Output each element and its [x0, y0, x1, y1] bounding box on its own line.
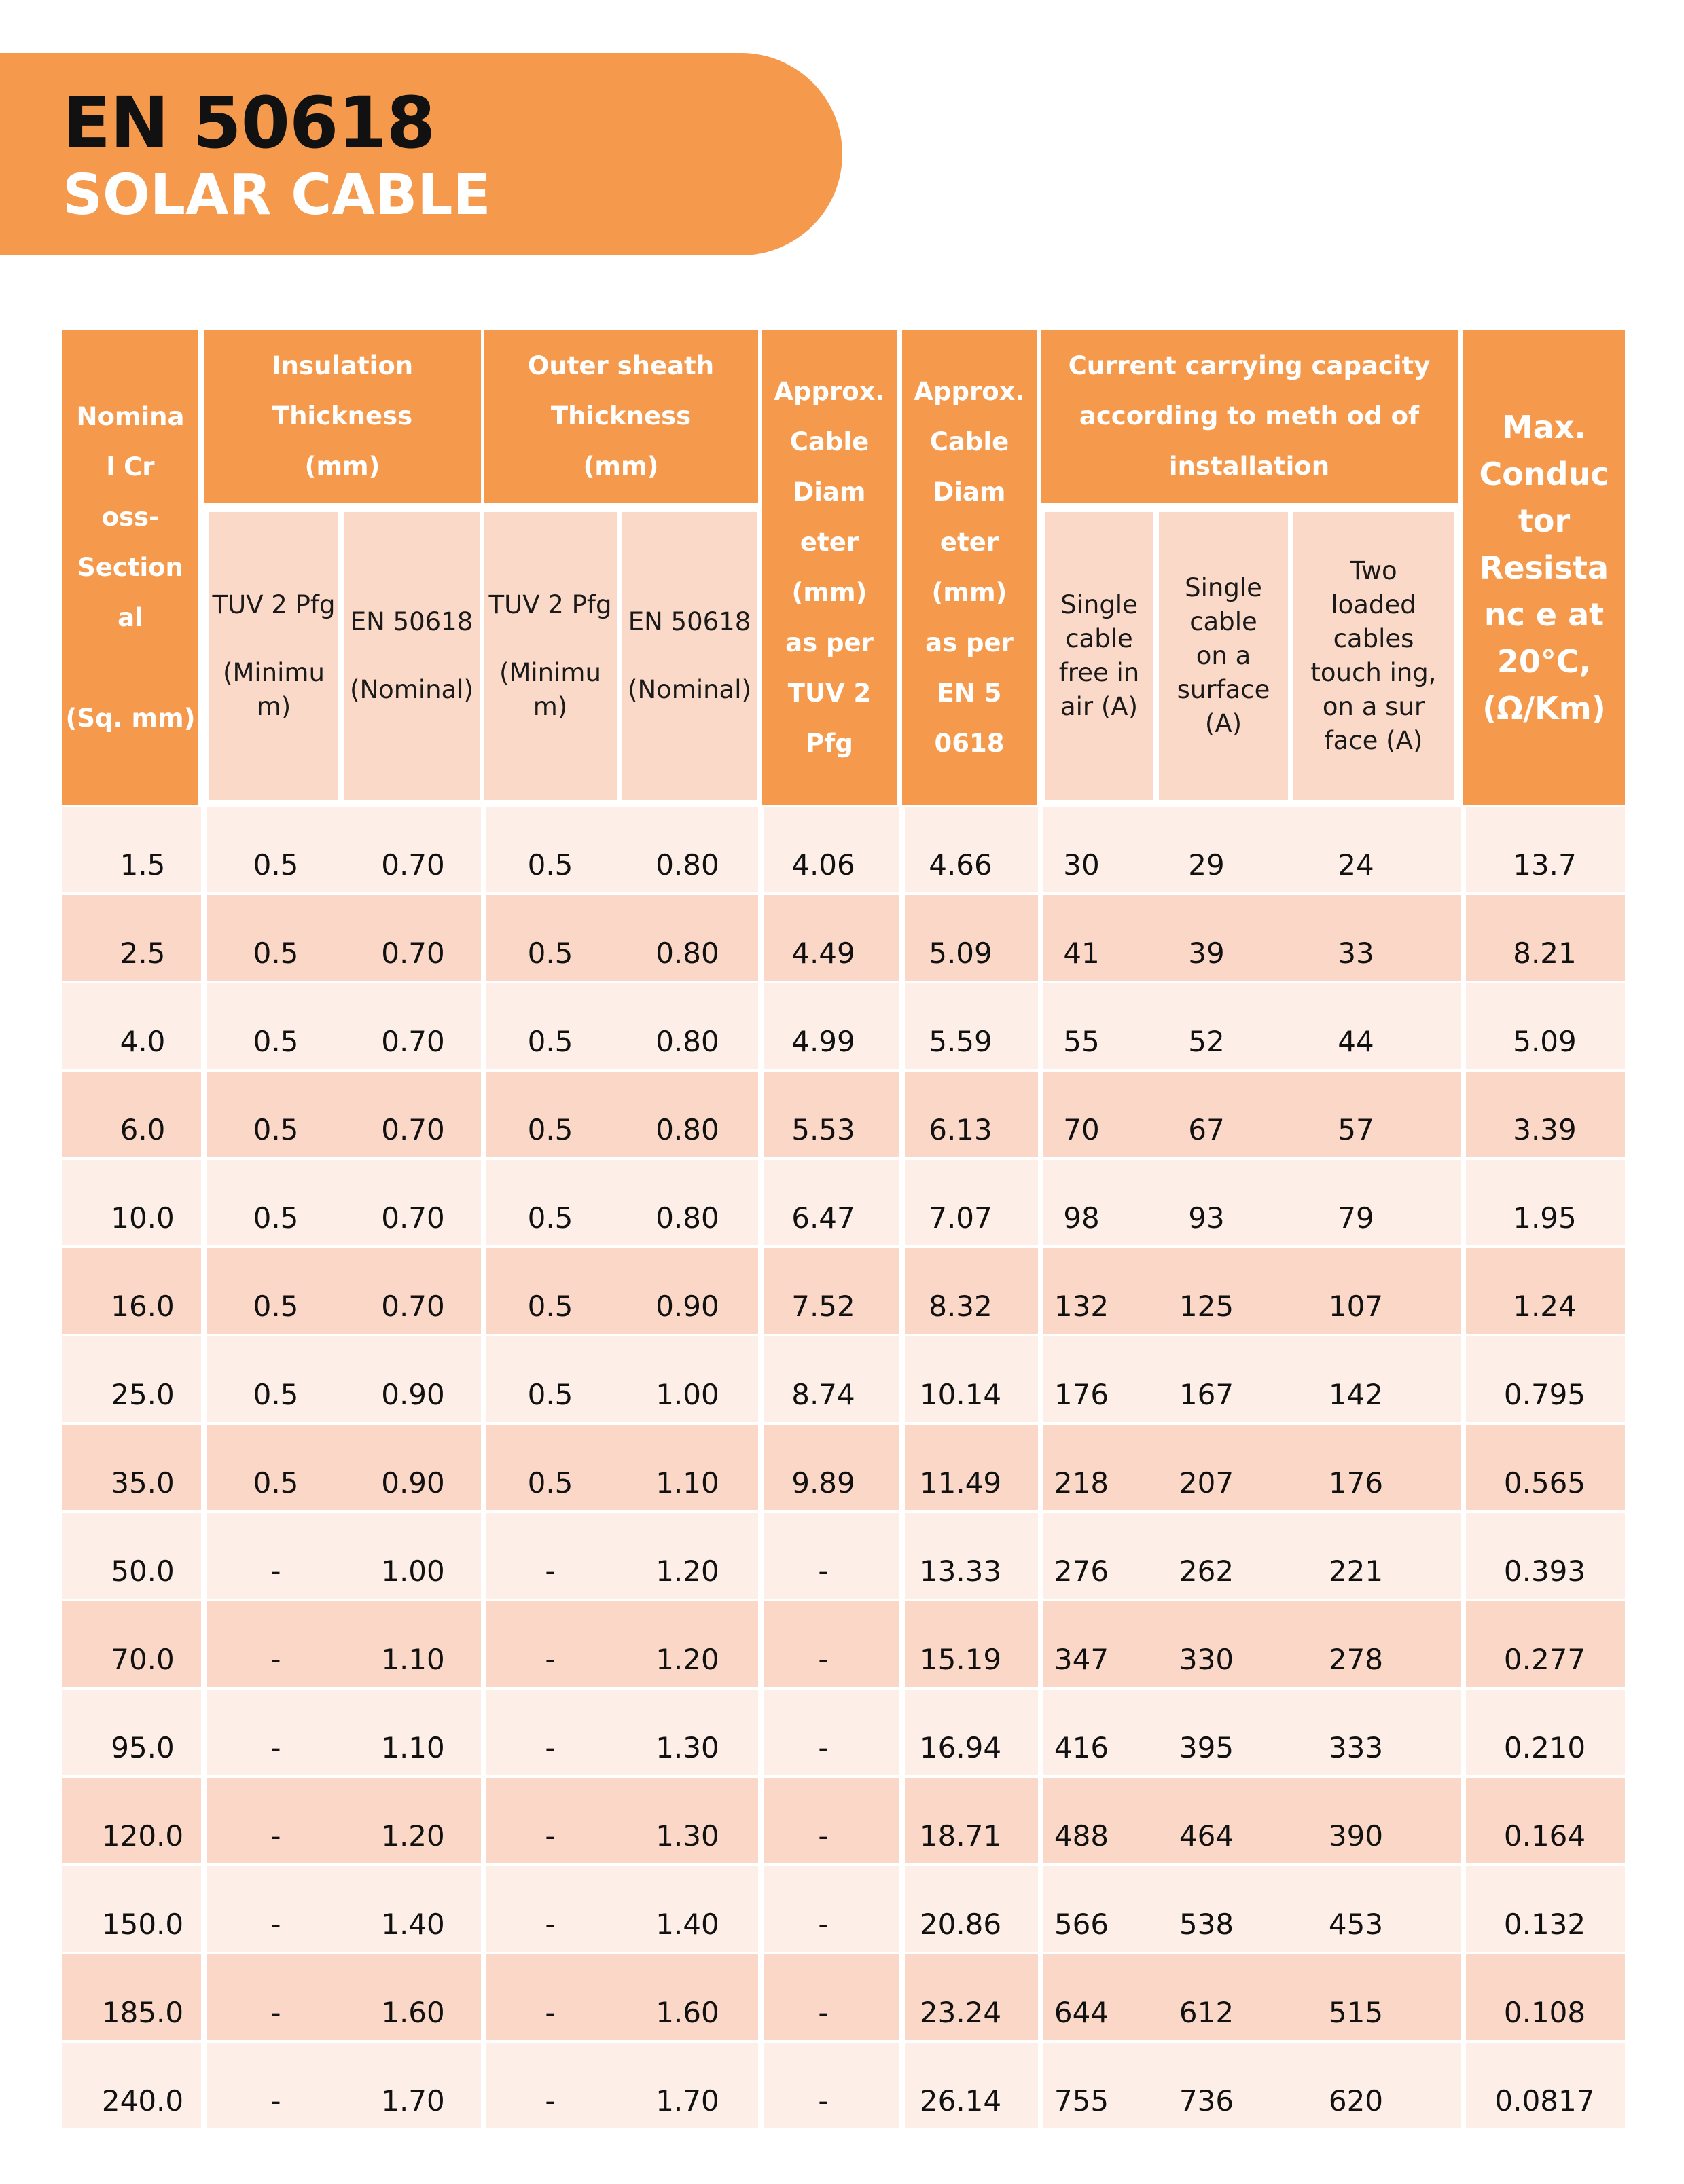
cell-insulation-en-nom: 0.70 — [381, 1201, 445, 1235]
table-row — [62, 983, 1625, 1069]
table-row — [62, 1601, 1625, 1687]
subheader-single-cable-air — [1045, 512, 1153, 800]
header-insulation-thickness-line: Insulation Thickness — [271, 351, 414, 431]
subheader-two-loaded-cables — [1293, 512, 1454, 800]
subheader-insulation-en-nom-line: (Nominal) — [350, 675, 473, 704]
cell-diameter-tuv: 4.06 — [791, 848, 855, 881]
cell-insulation-tuv-min: - — [270, 1908, 281, 1941]
cell-cross-section: 70.0 — [111, 1643, 175, 1676]
cell-cross-section: 1.5 — [120, 848, 166, 881]
table-row — [62, 807, 1625, 892]
subheader-outer-tuv-min-line — [489, 622, 612, 656]
header-max-resistance-line: tor — [1518, 502, 1571, 539]
cell-diameter-tuv: 5.53 — [791, 1113, 855, 1146]
header-max-resistance-line: Resista — [1479, 549, 1609, 586]
cell-insulation-en-nom: 1.60 — [381, 1996, 445, 2029]
cell-outer-en-nom: 1.30 — [656, 1731, 719, 1764]
cell-insulation-en-nom: 0.70 — [381, 1113, 445, 1146]
header-nominal-cross-section-line: Section — [77, 553, 183, 582]
cell-outer-tuv-min: - — [545, 1819, 556, 1853]
subheader-insulation-tuv-min-line: (Minimu — [223, 658, 325, 687]
column-divider — [1461, 1601, 1466, 1687]
cell-outer-tuv-min: 0.5 — [527, 1113, 573, 1146]
column-divider — [1461, 1690, 1466, 1775]
cell-diameter-en: 18.71 — [919, 1819, 1002, 1853]
header-outer-sheath-thickness — [484, 330, 758, 503]
cell-outer-en-nom: 1.00 — [656, 1378, 719, 1411]
subheader-insulation-tuv-min — [209, 512, 338, 800]
cell-insulation-tuv-min: 0.5 — [253, 1290, 299, 1323]
cell-insulation-tuv-min: - — [270, 1996, 281, 2029]
cell-cross-section: 2.5 — [120, 936, 166, 970]
header-outer-sheath-thickness-line: Thickness — [550, 401, 692, 431]
cell-cross-section: 120.0 — [101, 1819, 184, 1853]
subheader-two-loaded-cables-line: face (A) — [1324, 726, 1423, 755]
cell-capacity-two-loaded: 620 — [1328, 2084, 1384, 2117]
header-max-resistance-line: (Ω/Km) — [1482, 689, 1606, 727]
table-row — [62, 1336, 1625, 1422]
table-row — [62, 1866, 1625, 1952]
subheader-single-cable-surface-line: Single — [1185, 573, 1262, 602]
table-row — [62, 1072, 1625, 1157]
cell-outer-tuv-min: - — [545, 1731, 556, 1764]
cell-capacity-single-air: 30 — [1063, 848, 1100, 881]
cell-capacity-single-surface: 262 — [1179, 1554, 1234, 1588]
cell-capacity-single-air: 70 — [1063, 1113, 1100, 1146]
subheader-single-cable-surface-line: cable — [1189, 607, 1257, 636]
cell-insulation-tuv-min: 0.5 — [253, 1113, 299, 1146]
cell-diameter-en: 13.33 — [919, 1554, 1002, 1588]
subheader-single-cable-surface-line: (A) — [1204, 709, 1242, 738]
column-divider — [1461, 1954, 1466, 2040]
cell-max-resistance: 0.210 — [1503, 1731, 1586, 1764]
cell-outer-en-nom: 1.20 — [656, 1643, 719, 1676]
header-max-resistance-line: Conduc — [1479, 455, 1609, 492]
subheader-two-loaded-cables-line: Two — [1350, 556, 1397, 585]
cell-capacity-single-surface: 29 — [1188, 848, 1225, 881]
cell-capacity-single-surface: 67 — [1188, 1113, 1225, 1146]
subheader-outer-tuv-min-line: (Minimu — [499, 658, 601, 687]
header-current-capacity-line: installation — [1168, 452, 1330, 481]
cell-max-resistance: 0.393 — [1503, 1554, 1586, 1588]
cell-diameter-tuv: - — [818, 1819, 829, 1853]
cell-capacity-single-surface: 464 — [1179, 1819, 1234, 1853]
cell-outer-tuv-min: 0.5 — [527, 1025, 573, 1058]
cell-max-resistance: 0.0817 — [1494, 2084, 1595, 2117]
subheader-outer-en-nom-line: EN 50618 — [628, 607, 751, 636]
cell-insulation-tuv-min: 0.5 — [253, 1378, 299, 1411]
subheader-two-loaded-cables-line: on a sur — [1322, 692, 1425, 721]
cell-insulation-en-nom: 1.40 — [381, 1908, 445, 1941]
cell-max-resistance: 0.132 — [1503, 1908, 1586, 1941]
subheader-insulation-tuv-min-line: m) — [256, 692, 291, 721]
cell-capacity-two-loaded: 221 — [1328, 1554, 1384, 1588]
cell-max-resistance: 1.95 — [1513, 1201, 1577, 1235]
header-diameter-tuv-line: Cable — [789, 427, 870, 456]
header-outer-sheath-thickness-line: Outer sheath — [527, 351, 715, 380]
cell-cross-section: 95.0 — [111, 1731, 175, 1764]
cell-cross-section: 185.0 — [101, 1996, 184, 2029]
cell-insulation-en-nom: 1.10 — [381, 1643, 445, 1676]
table-row — [62, 2043, 1625, 2128]
cell-cross-section: 150.0 — [101, 1908, 184, 1941]
header-nominal-cross-section-line — [66, 643, 196, 693]
header-current-capacity-line: according to meth od of — [1079, 401, 1420, 431]
cell-max-resistance: 8.21 — [1513, 936, 1577, 970]
header-diameter-tuv-line: as per — [785, 628, 874, 657]
header-outer-sheath-thickness-line: (mm) — [583, 452, 659, 481]
cell-diameter-en: 5.09 — [929, 936, 992, 970]
table-row — [62, 1160, 1625, 1245]
cell-outer-tuv-min: 0.5 — [527, 1466, 573, 1499]
cell-outer-tuv-min: 0.5 — [527, 1201, 573, 1235]
cell-capacity-two-loaded: 333 — [1328, 1731, 1384, 1764]
cell-insulation-tuv-min: - — [270, 1554, 281, 1588]
cell-diameter-tuv: 9.89 — [791, 1466, 855, 1499]
cell-insulation-en-nom: 0.70 — [381, 848, 445, 881]
cell-insulation-en-nom: 0.90 — [381, 1378, 445, 1411]
cell-outer-en-nom: 0.90 — [656, 1290, 719, 1323]
cell-max-resistance: 0.108 — [1503, 1996, 1586, 2029]
cell-diameter-tuv: 7.52 — [791, 1290, 855, 1323]
subheader-outer-tuv-min-line: TUV 2 Pfg — [488, 590, 612, 619]
cell-outer-tuv-min: - — [545, 1996, 556, 2029]
cell-capacity-two-loaded: 278 — [1328, 1643, 1384, 1676]
cell-max-resistance: 0.164 — [1503, 1819, 1586, 1853]
table-row — [62, 895, 1625, 981]
cell-cross-section: 25.0 — [111, 1378, 175, 1411]
subheader-insulation-en-nom-line — [350, 639, 473, 673]
header-insulation-thickness-line: (mm) — [304, 452, 380, 481]
cell-insulation-en-nom: 0.70 — [381, 936, 445, 970]
header-diameter-tuv-line: Approx. — [774, 377, 885, 406]
cell-diameter-en: 4.66 — [929, 848, 992, 881]
header-diameter-tuv-line: eter — [800, 528, 859, 557]
subheader-insulation-en-nom-line: EN 50618 — [350, 607, 473, 636]
cell-capacity-single-air: 416 — [1054, 1731, 1109, 1764]
cell-capacity-two-loaded: 79 — [1338, 1201, 1374, 1235]
cell-outer-en-nom: 0.80 — [656, 1025, 719, 1058]
cell-capacity-two-loaded: 142 — [1328, 1378, 1384, 1411]
cell-capacity-single-air: 41 — [1063, 936, 1100, 970]
cell-outer-en-nom: 0.80 — [656, 936, 719, 970]
subheader-single-cable-surface — [1159, 512, 1288, 800]
cell-diameter-en: 26.14 — [919, 2084, 1002, 2117]
cell-insulation-en-nom: 1.00 — [381, 1554, 445, 1588]
cell-capacity-two-loaded: 107 — [1328, 1290, 1384, 1323]
cell-insulation-tuv-min: - — [270, 1819, 281, 1853]
subheader-outer-en-nom-line — [628, 639, 751, 673]
header-diameter-en — [902, 330, 1037, 805]
header-diameter-en-line: as per — [925, 628, 1014, 657]
header-nominal-cross-section-line: oss- — [101, 503, 160, 532]
cell-diameter-en: 5.59 — [929, 1025, 992, 1058]
cell-diameter-tuv: 8.74 — [791, 1378, 855, 1411]
cell-outer-tuv-min: - — [545, 1908, 556, 1941]
table-row — [62, 1690, 1625, 1775]
subheader-single-cable-surface-line: surface — [1177, 675, 1270, 704]
header-diameter-en-line: Cable — [929, 427, 1009, 456]
cell-outer-en-nom: 1.20 — [656, 1554, 719, 1588]
subheader-insulation-tuv-min-line — [213, 622, 336, 656]
header-diameter-tuv — [762, 330, 897, 805]
cell-capacity-two-loaded: 390 — [1328, 1819, 1384, 1853]
cell-outer-en-nom: 0.80 — [656, 1113, 719, 1146]
column-divider — [1461, 1336, 1466, 1422]
cell-cross-section: 35.0 — [111, 1466, 175, 1499]
subheader-two-loaded-cables-line: cables — [1333, 624, 1414, 653]
cell-max-resistance: 1.24 — [1513, 1290, 1577, 1323]
cell-insulation-tuv-min: - — [270, 1731, 281, 1764]
column-divider — [1461, 1513, 1466, 1599]
cell-diameter-tuv: - — [818, 1996, 829, 2029]
subheader-insulation-en-nom — [344, 512, 480, 800]
cell-capacity-single-air: 132 — [1054, 1290, 1109, 1323]
column-divider — [1461, 983, 1466, 1069]
cell-capacity-single-surface: 167 — [1179, 1378, 1234, 1411]
cell-insulation-tuv-min: 0.5 — [253, 936, 299, 970]
subheader-two-loaded-cables-line: touch ing, — [1310, 658, 1437, 687]
column-divider — [1461, 1248, 1466, 1334]
table-row — [62, 1425, 1625, 1510]
header-insulation-thickness — [204, 330, 481, 503]
cell-capacity-single-air: 176 — [1054, 1378, 1109, 1411]
cell-insulation-tuv-min: 0.5 — [253, 1025, 299, 1058]
cell-max-resistance: 3.39 — [1513, 1113, 1577, 1146]
page-subtitle: SOLAR CABLE — [62, 163, 491, 228]
cell-insulation-tuv-min: 0.5 — [253, 848, 299, 881]
cell-cross-section: 16.0 — [111, 1290, 175, 1323]
cell-insulation-en-nom: 1.70 — [381, 2084, 445, 2117]
cell-capacity-single-air: 488 — [1054, 1819, 1109, 1853]
cell-capacity-single-surface: 538 — [1179, 1908, 1234, 1941]
cell-capacity-single-air: 347 — [1054, 1643, 1109, 1676]
cell-cross-section: 240.0 — [101, 2084, 184, 2117]
cell-capacity-two-loaded: 24 — [1338, 848, 1374, 881]
column-divider — [1461, 2043, 1466, 2128]
cell-diameter-tuv: - — [818, 1731, 829, 1764]
cell-max-resistance: 5.09 — [1513, 1025, 1577, 1058]
cell-diameter-tuv: - — [818, 2084, 829, 2117]
cell-cross-section: 10.0 — [111, 1201, 175, 1235]
header-diameter-en-line: EN 5 — [937, 678, 1002, 708]
column-divider — [1461, 1866, 1466, 1952]
cell-max-resistance: 0.565 — [1503, 1466, 1586, 1499]
cell-diameter-tuv: 6.47 — [791, 1201, 855, 1235]
column-divider — [1461, 895, 1466, 981]
cell-capacity-two-loaded: 453 — [1328, 1908, 1384, 1941]
cell-diameter-tuv: - — [818, 1554, 829, 1588]
header-max-resistance-line: nc e at — [1484, 596, 1605, 633]
header-diameter-en-line: eter — [939, 528, 999, 557]
cell-cross-section: 6.0 — [120, 1113, 166, 1146]
cell-outer-en-nom: 1.10 — [656, 1466, 719, 1499]
cell-capacity-single-air: 98 — [1063, 1201, 1100, 1235]
cell-outer-tuv-min: - — [545, 2084, 556, 2117]
cell-diameter-en: 20.86 — [919, 1908, 1002, 1941]
cell-outer-tuv-min: - — [545, 1554, 556, 1588]
header-nominal-cross-section-line: (Sq. mm) — [65, 704, 196, 733]
cell-capacity-two-loaded: 33 — [1338, 936, 1374, 970]
header-diameter-en-line: (mm) — [931, 578, 1007, 607]
subheader-single-cable-air-line: Single — [1060, 590, 1138, 619]
cell-insulation-tuv-min: 0.5 — [253, 1466, 299, 1499]
cell-outer-tuv-min: - — [545, 1643, 556, 1676]
cell-capacity-single-air: 755 — [1054, 2084, 1109, 2117]
header-diameter-tuv-line: (mm) — [791, 578, 867, 607]
cell-diameter-en: 16.94 — [919, 1731, 1002, 1764]
cell-outer-en-nom: 1.60 — [656, 1996, 719, 2029]
cell-outer-en-nom: 1.30 — [656, 1819, 719, 1853]
table-row — [62, 1778, 1625, 1863]
header-diameter-tuv-line: Diam — [793, 477, 866, 507]
subheader-outer-tuv-min — [484, 512, 617, 800]
header-max-resistance — [1463, 330, 1625, 805]
cell-outer-tuv-min: 0.5 — [527, 848, 573, 881]
cell-outer-tuv-min: 0.5 — [527, 1290, 573, 1323]
cell-diameter-en: 8.32 — [929, 1290, 992, 1323]
cell-max-resistance: 0.277 — [1503, 1643, 1586, 1676]
cell-diameter-tuv: 4.99 — [791, 1025, 855, 1058]
subheader-outer-en-nom — [622, 512, 757, 800]
cell-diameter-en: 7.07 — [929, 1201, 992, 1235]
cell-capacity-single-air: 644 — [1054, 1996, 1109, 2029]
cell-max-resistance: 0.795 — [1503, 1378, 1586, 1411]
cell-capacity-single-surface: 395 — [1179, 1731, 1234, 1764]
cell-capacity-single-surface: 736 — [1179, 2084, 1234, 2117]
cell-insulation-en-nom: 0.70 — [381, 1025, 445, 1058]
cell-capacity-single-surface: 39 — [1188, 936, 1225, 970]
cell-capacity-two-loaded: 176 — [1328, 1466, 1384, 1499]
cell-capacity-single-surface: 207 — [1179, 1466, 1234, 1499]
cell-diameter-en: 23.24 — [919, 1996, 1002, 2029]
cell-diameter-tuv: - — [818, 1643, 829, 1676]
cell-capacity-two-loaded: 57 — [1338, 1113, 1374, 1146]
cell-capacity-single-air: 55 — [1063, 1025, 1100, 1058]
cell-insulation-tuv-min: - — [270, 1643, 281, 1676]
cell-insulation-en-nom: 1.20 — [381, 1819, 445, 1853]
column-divider — [1461, 1072, 1466, 1157]
header-diameter-en-line: Diam — [933, 477, 1006, 507]
page-title: EN 50618 — [62, 81, 435, 164]
header-max-resistance-line: Max. — [1502, 408, 1586, 445]
subheader-single-cable-air-line: air (A) — [1060, 692, 1139, 721]
cell-diameter-en: 10.14 — [919, 1378, 1002, 1411]
cell-insulation-tuv-min: - — [270, 2084, 281, 2117]
cell-insulation-en-nom: 0.90 — [381, 1466, 445, 1499]
cell-capacity-single-surface: 93 — [1188, 1201, 1225, 1235]
table-row — [62, 1248, 1625, 1334]
cell-diameter-en: 15.19 — [919, 1643, 1002, 1676]
cell-diameter-tuv: - — [818, 1908, 829, 1941]
cell-outer-tuv-min: 0.5 — [527, 936, 573, 970]
subheader-single-cable-air-line: cable — [1065, 624, 1133, 653]
column-divider — [1461, 1425, 1466, 1510]
cell-diameter-tuv: 4.49 — [791, 936, 855, 970]
header-max-resistance-line: 20°C, — [1497, 642, 1592, 680]
column-divider — [1461, 807, 1466, 892]
header-current-capacity — [1041, 330, 1458, 503]
table-row — [62, 1954, 1625, 2040]
header-current-capacity-line: Current carrying capacity — [1068, 351, 1431, 380]
column-divider — [1461, 1778, 1466, 1863]
cell-outer-en-nom: 1.40 — [656, 1908, 719, 1941]
cell-capacity-single-surface: 330 — [1179, 1643, 1234, 1676]
cell-capacity-two-loaded: 515 — [1328, 1996, 1384, 2029]
table-row — [62, 1513, 1625, 1599]
subheader-single-cable-air-line: free in — [1058, 658, 1140, 687]
header-diameter-tuv-line: Pfg — [806, 729, 853, 758]
cell-outer-en-nom: 0.80 — [656, 1201, 719, 1235]
column-divider — [1461, 1160, 1466, 1245]
header-diameter-en-line: 0618 — [934, 729, 1005, 758]
subheader-single-cable-surface-line: on a — [1196, 641, 1251, 670]
header-nominal-cross-section-line: l Cr — [106, 452, 155, 481]
cell-diameter-en: 6.13 — [929, 1113, 992, 1146]
cell-cross-section: 4.0 — [120, 1025, 166, 1058]
cell-max-resistance: 13.7 — [1513, 848, 1577, 881]
cell-outer-tuv-min: 0.5 — [527, 1378, 573, 1411]
header-diameter-en-line: Approx. — [914, 377, 1025, 406]
cell-cross-section: 50.0 — [111, 1554, 175, 1588]
cell-capacity-two-loaded: 44 — [1338, 1025, 1374, 1058]
cell-insulation-en-nom: 0.70 — [381, 1290, 445, 1323]
cell-capacity-single-surface: 612 — [1179, 1996, 1234, 2029]
subheader-outer-tuv-min-line: m) — [533, 692, 568, 721]
cell-outer-en-nom: 0.80 — [656, 848, 719, 881]
cell-capacity-single-air: 218 — [1054, 1466, 1109, 1499]
cell-diameter-en: 11.49 — [919, 1466, 1002, 1499]
header-diameter-tuv-line: TUV 2 — [787, 678, 872, 708]
header-nominal-cross-section-line: Nomina — [76, 402, 185, 431]
cell-insulation-en-nom: 1.10 — [381, 1731, 445, 1764]
cell-capacity-single-air: 566 — [1054, 1908, 1109, 1941]
cell-outer-en-nom: 1.70 — [656, 2084, 719, 2117]
header-nominal-cross-section — [62, 330, 198, 805]
header-nominal-cross-section-line: al — [118, 603, 143, 632]
subheader-two-loaded-cables-line: loaded — [1331, 590, 1416, 619]
subheader-outer-en-nom-line: (Nominal) — [628, 675, 751, 704]
cell-capacity-single-air: 276 — [1054, 1554, 1109, 1588]
cell-capacity-single-surface: 52 — [1188, 1025, 1225, 1058]
cell-insulation-tuv-min: 0.5 — [253, 1201, 299, 1235]
subheader-insulation-tuv-min-line: TUV 2 Pfg — [212, 590, 336, 619]
cell-capacity-single-surface: 125 — [1179, 1290, 1234, 1323]
